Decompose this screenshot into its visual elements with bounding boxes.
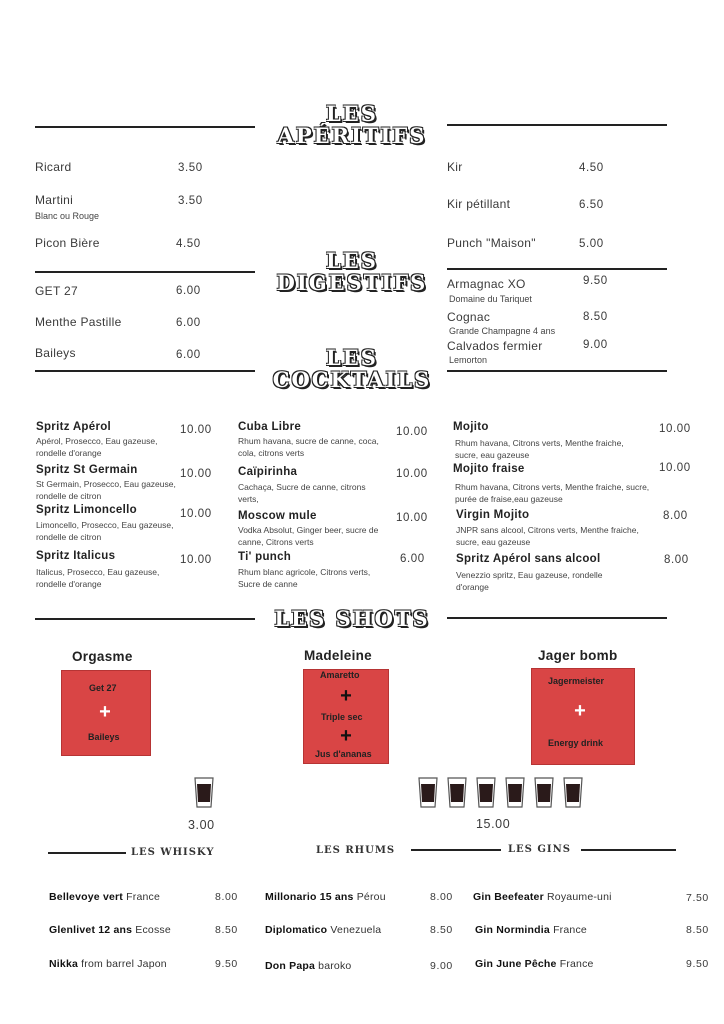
whisky-heading: LES WHISKY — [131, 847, 215, 858]
spirit-price: 9.00 — [430, 960, 453, 972]
digestif-price: 6.00 — [176, 285, 201, 297]
cocktail-name: Mojito fraise — [453, 463, 525, 475]
cocktail-description: Apérol, Prosecco, Eau gazeuse, rondelle d'orange — [36, 436, 158, 458]
cocktail-price: 8.00 — [663, 510, 688, 522]
digestif-note: Grande Champagne 4 ans — [449, 326, 556, 336]
digestif-name: Baileys — [35, 346, 76, 360]
cocktail-price: 10.00 — [180, 424, 212, 436]
cocktail-description: Rhum havana, Citrons verts, Menthe fraiche, sucre, purée de fraise,eau gazeuse — [455, 482, 650, 504]
spirit-name: Gin June Pêche — [475, 958, 557, 970]
plus-icon: + — [574, 700, 586, 722]
cocktail-name: Spritz Limoncello — [36, 504, 137, 516]
spirit-price: 9.50 — [686, 958, 709, 970]
aperitif-name: Kir — [447, 160, 463, 174]
shot-price-six: 15.00 — [476, 817, 511, 831]
digestifs-heading-line2: DIGESTIFS — [276, 270, 428, 295]
gins-rule — [581, 849, 676, 851]
cocktail-price: 10.00 — [180, 508, 212, 520]
spirit-price: 9.50 — [215, 958, 238, 970]
gins-heading: LES GINS — [508, 844, 571, 855]
aperitif-price: 3.50 — [178, 195, 203, 207]
spirit-origin: France — [553, 924, 587, 936]
shot-ingredient: Energy drink — [548, 738, 604, 748]
shot-glass-icon — [447, 777, 467, 808]
spirit-price: 8.50 — [686, 924, 709, 936]
aperitifs-rule-right — [447, 124, 667, 126]
spirit-name: Gin Beefeater — [473, 891, 544, 903]
spirit-price: 8.00 — [430, 891, 453, 903]
shot-card-orgasme — [61, 670, 151, 756]
cocktail-price: 6.00 — [400, 553, 425, 565]
spirit-price: 8.50 — [215, 924, 238, 936]
shot-glass-icon — [476, 777, 496, 808]
spirit-name: Bellevoye vert — [49, 891, 124, 903]
aperitif-name: Martini — [35, 193, 74, 207]
cocktail-price: 10.00 — [659, 423, 691, 435]
cocktails-heading — [258, 347, 446, 391]
shot-ingredient: Jagermeister — [548, 676, 605, 686]
aperitif-note: Blanc ou Rouge — [35, 211, 100, 221]
cocktail-name: Ti' punch — [238, 551, 292, 563]
cocktail-description: St Germain, Prosecco, Eau gazeuse, rondelle de citron — [36, 479, 176, 501]
cocktails-heading-line1: LES — [326, 345, 378, 370]
cocktail-price: 10.00 — [396, 468, 428, 480]
digestif-note: Lemorton — [449, 355, 488, 365]
cocktail-description: Vodka Absolut, Ginger beer, sucre de canne, Citrons verts — [238, 525, 379, 547]
digestif-name: Calvados fermier — [447, 339, 543, 353]
aperitifs-heading — [262, 103, 442, 147]
gin-item — [473, 891, 612, 903]
spirit-name: Diplomatico — [265, 924, 328, 936]
digestif-price: 9.50 — [583, 275, 608, 287]
aperitif-name: Ricard — [35, 160, 72, 174]
aperitif-price: 5.00 — [579, 238, 604, 250]
cocktail-description: Cachaça, Sucre de canne, citrons verts, — [238, 482, 366, 504]
shot-ingredient: Get 27 — [89, 683, 117, 693]
cocktail-price: 10.00 — [180, 554, 212, 566]
cocktail-price: 10.00 — [396, 426, 428, 438]
cocktail-name: Cuba Libre — [238, 421, 302, 433]
whisky-item — [49, 924, 171, 936]
whisky-rule — [48, 852, 126, 854]
cocktails-rule-left — [35, 370, 255, 372]
spirit-name: Gin Normindia — [475, 924, 550, 936]
cocktail-name: Spritz Apérol sans alcool — [456, 553, 601, 565]
aperitif-name: Punch "Maison" — [447, 236, 536, 250]
shot-price-single: 3.00 — [188, 818, 215, 832]
digestif-note: Domaine du Tariquet — [449, 294, 532, 304]
cocktail-price: 8.00 — [664, 554, 689, 566]
rhum-item — [265, 960, 351, 972]
shots-heading: LES SHOTS — [274, 606, 430, 631]
rhums-heading: LES RHUMS — [316, 845, 396, 856]
spirit-name: Don Papa — [265, 960, 316, 972]
cocktails-heading-line2: COCKTAILS — [272, 367, 432, 392]
cocktail-name: Virgin Mojito — [456, 509, 530, 521]
aperitif-name: Picon Bière — [35, 236, 100, 250]
digestif-price: 6.00 — [176, 317, 201, 329]
shot-glass-icon — [505, 777, 525, 808]
spirit-origin: from barrel Japon — [81, 958, 167, 970]
gin-item — [475, 958, 594, 970]
cocktail-description: Italicus, Prosecco, Eau gazeuse, rondelle d'orange — [36, 567, 160, 589]
cocktail-description: JNPR sans alcool, Citrons verts, Menthe fraiche, sucre, eau gazeuse — [456, 525, 639, 547]
cocktail-name: Moscow mule — [238, 510, 317, 522]
plus-icon: + — [340, 725, 352, 747]
aperitif-name: Kir pétillant — [447, 197, 511, 211]
shot-ingredient: Amaretto — [320, 670, 360, 680]
cocktail-description: Limoncello, Prosecco, Eau gazeuse, rondelle de citron — [36, 520, 174, 542]
digestif-name: Armagnac XO — [447, 277, 526, 291]
spirit-name: Millonario 15 ans — [265, 891, 354, 903]
cocktail-description: Venezzio spritz, Eau gazeuse, rondelle d'orange — [456, 570, 603, 592]
whisky-item — [49, 958, 167, 970]
spirit-origin: France — [559, 958, 594, 970]
aperitifs-heading-line2: APÉRITIFS — [277, 123, 427, 148]
shot-title: Madeleine — [304, 648, 372, 663]
aperitif-price: 6.50 — [579, 199, 604, 211]
shot-glass-icon — [563, 777, 583, 808]
digestif-name: Menthe Pastille — [35, 315, 122, 329]
cocktail-price: 10.00 — [180, 468, 212, 480]
digestif-name: GET 27 — [35, 284, 78, 298]
spirit-price: 7.50 — [686, 892, 709, 904]
shot-glass-icon — [194, 777, 214, 808]
plus-icon: + — [99, 701, 111, 723]
aperitif-price: 4.50 — [176, 238, 201, 250]
cocktail-description: Rhum havana, sucre de canne, coca, cola, citrons verts — [238, 436, 379, 458]
spirit-origin: Royaume-uni — [547, 891, 612, 903]
rhum-item — [265, 891, 386, 903]
plus-icon: + — [340, 685, 352, 707]
rhums-rule — [411, 849, 501, 851]
shot-title: Orgasme — [72, 649, 133, 664]
cocktails-rule-right — [447, 370, 667, 372]
digestifs-rule-right — [447, 268, 667, 270]
digestifs-heading-line1: LES — [326, 248, 378, 273]
rhum-item — [265, 924, 381, 936]
spirit-origin: Ecosse — [135, 924, 171, 936]
shot-ingredient: Jus d'ananas — [315, 749, 372, 759]
cocktail-description: Rhum havana, Citrons verts, Menthe fraiche, sucre, eau gazeuse — [455, 438, 624, 460]
gin-item — [475, 924, 587, 936]
shot-card-madeleine — [303, 669, 389, 764]
digestifs-rule-left — [35, 271, 255, 273]
aperitif-price: 3.50 — [178, 162, 203, 174]
shot-card-jager-bomb — [531, 668, 635, 765]
digestif-name: Cognac — [447, 310, 491, 324]
cocktail-name: Spritz St Germain — [36, 464, 138, 476]
shot-glass-icon — [534, 777, 554, 808]
aperitif-price: 4.50 — [579, 162, 604, 174]
aperitifs-rule-left — [35, 126, 255, 128]
spirit-name: Nikka — [49, 958, 79, 970]
cocktail-name: Caïpirinha — [238, 466, 298, 478]
cocktail-name: Spritz Italicus — [36, 550, 116, 562]
shots-rule-left — [35, 618, 255, 620]
shot-ingredient: Triple sec — [321, 712, 363, 722]
whisky-item — [49, 891, 160, 903]
digestif-price: 8.50 — [583, 311, 608, 323]
spirit-origin: France — [126, 891, 161, 903]
spirit-name: Glenlivet 12 ans — [49, 924, 133, 936]
shot-title: Jager bomb — [538, 648, 618, 663]
spirit-origin: Venezuela — [330, 924, 382, 936]
shot-glass-icon — [418, 777, 438, 808]
spirit-origin: Pérou — [356, 891, 386, 903]
digestif-price: 9.00 — [583, 339, 608, 351]
digestif-price: 6.00 — [176, 349, 201, 361]
spirit-price: 8.00 — [215, 891, 238, 903]
digestifs-heading — [262, 250, 442, 294]
cocktail-price: 10.00 — [659, 462, 691, 474]
cocktail-description: Rhum blanc agricole, Citrons verts, Sucre de canne — [238, 567, 371, 589]
cocktail-price: 10.00 — [396, 512, 428, 524]
cocktail-name: Spritz Apérol — [36, 421, 112, 433]
spirit-origin: baroko — [318, 960, 352, 972]
spirit-price: 8.50 — [430, 924, 453, 936]
shot-ingredient: Baileys — [88, 732, 120, 742]
aperitifs-heading-line1: LES — [326, 101, 378, 126]
cocktail-name: Mojito — [453, 421, 489, 433]
shots-rule-right — [447, 617, 667, 619]
